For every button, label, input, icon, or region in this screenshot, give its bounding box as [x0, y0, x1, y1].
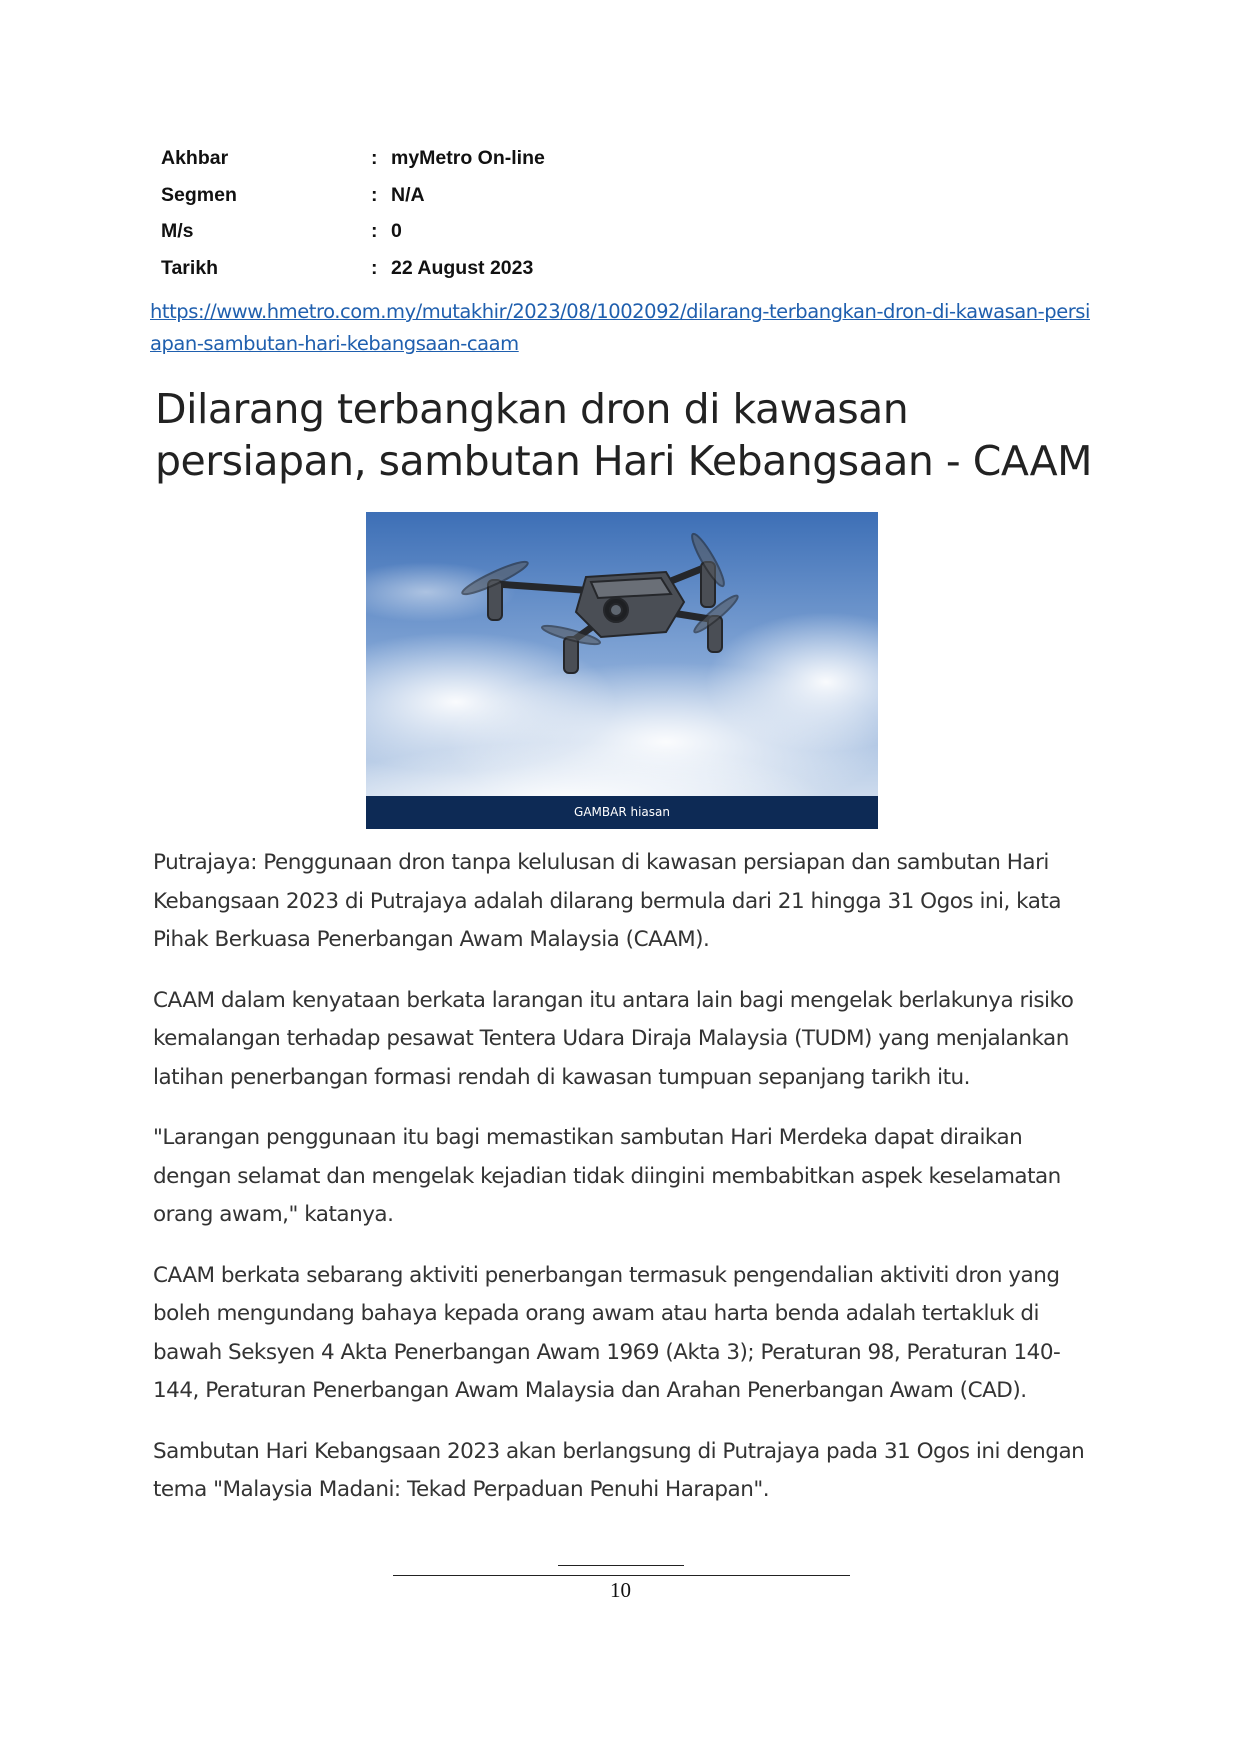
meta-separator: : [371, 256, 378, 279]
page-number: 10 [610, 1578, 631, 1602]
drone-illustration [366, 512, 878, 829]
meta-value: 22 August 2023 [391, 256, 534, 279]
meta-label: M/s [161, 220, 194, 242]
meta-label: Tarikh [161, 256, 219, 279]
footer-divider [558, 1565, 684, 1566]
meta-label: Akhbar [161, 147, 229, 169]
article-paragraph: Sambutan Hari Kebangsaan 2023 akan berlangsung di Putrajaya pada 31 Ogos ini dengan tema "Malaysia Madani: Tekad Perpaduan Penuhi Harapan". [153, 1438, 1085, 1502]
article-headline: Dilarang terbangkan dron di kawasan persiapan, sambutan Hari Kebangsaan - CAAM [155, 385, 1092, 485]
meta-separator: : [371, 183, 378, 206]
article-paragraph: Putrajaya: Penggunaan dron tanpa kelulusan di kawasan persiapan dan sambutan Hari Kebangsaan 2023 di Putrajaya adalah dilarang bermula dari 21 hingga 31 Ogos ini, kata Pihak Berkuasa Penerbangan Awam Malaysia (CAAM). [153, 850, 1062, 952]
image-caption: GAMBAR hiasan [366, 796, 878, 829]
meta-value: myMetro On-line [391, 147, 545, 169]
article-body [153, 844, 1103, 1532]
article-paragraph: "Larangan penggunaan itu bagi memastikan sambutan Hari Merdeka dapat diraikan dengan selamat dan mengelak kejadian tidak diingini membabitkan aspek keselamatan orang awam," katanya. [153, 1125, 1061, 1227]
meta-label: Segmen [161, 183, 237, 206]
article-paragraph: CAAM berkata sebarang aktiviti penerbangan termasuk pengendalian aktiviti dron yang boleh mengundang bahaya kepada orang awam atau harta benda adalah tertakluk di bawah Seksyen 4 Akta Penerbangan Awam 1969 (Akta 3); Peraturan 98, Peraturan 140-144, Peraturan Penerbangan Awam Malaysia dan Arahan Penerbangan Awam (CAD). [153, 1262, 1061, 1403]
article-paragraph: CAAM dalam kenyataan berkata larangan itu antara lain bagi mengelak berlakunya risiko kemalangan terhadap pesawat Tentera Udara Diraja Malaysia (TUDM) yang menjalankan latihan penerbangan formasi rendah di kawasan tumpuan sepanjang tarikh itu. [153, 987, 1074, 1090]
meta-value: N/A [391, 183, 425, 206]
source-url-link[interactable]: https://www.hmetro.com.my/mutakhir/2023/08/1002092/dilarang-terbangkan-dron-di-kawasan-persiapan-sambutan-hari-kebangsaan-caam [150, 300, 1090, 355]
footer-divider [393, 1575, 850, 1576]
meta-separator: : [371, 147, 378, 169]
meta-value: 0 [391, 220, 402, 242]
meta-separator: : [371, 220, 378, 242]
drone-photo [366, 512, 878, 829]
